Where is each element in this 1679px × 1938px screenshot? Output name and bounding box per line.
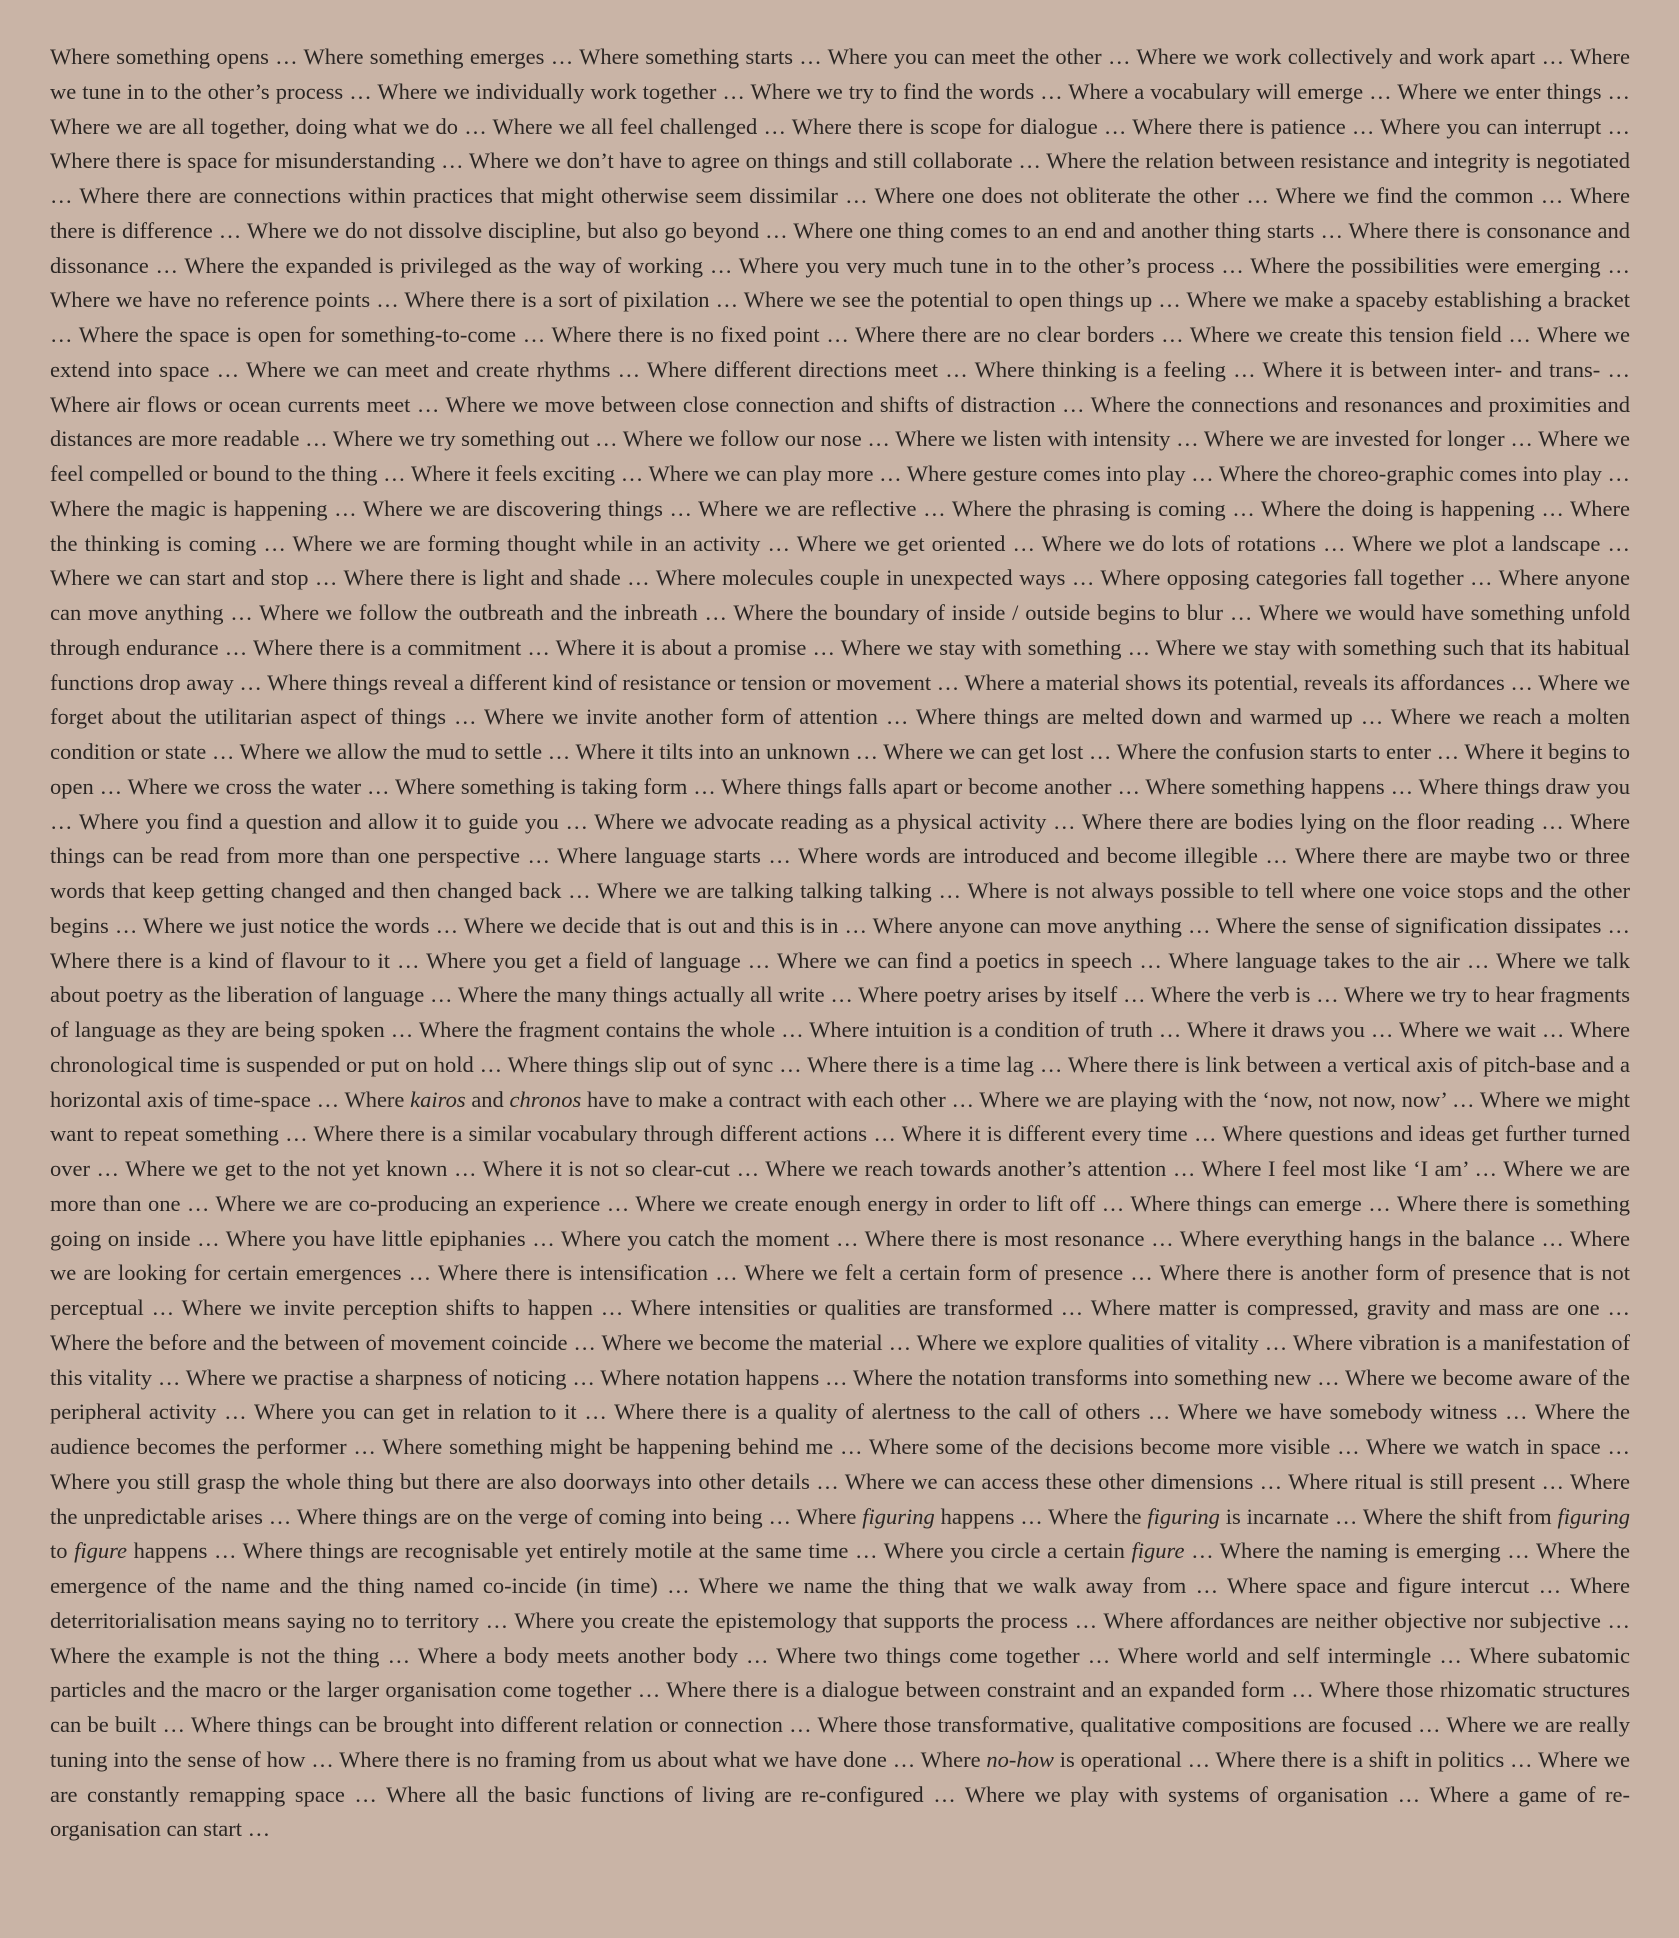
- italic-term: figure: [1131, 1538, 1185, 1564]
- text-run: is operational … Where there is a shift in politics … Where we are constantly remapping space … Where all the basic functions of living are re-configured … Where we play with systems of organisation … Where a game of re-organisation can start …: [50, 1746, 1630, 1842]
- text-run: is incarnate … Where the shift from: [1219, 1503, 1558, 1529]
- text-run: and: [465, 1086, 510, 1112]
- italic-term: figuring: [862, 1503, 935, 1529]
- italic-term: figuring: [1147, 1503, 1220, 1529]
- italic-term: kairos: [410, 1086, 466, 1112]
- text-page: [50, 40, 1630, 1910]
- text-run: have to make a contract with each other … Where we are playing with the ‘now, not now, now’ … Where we might want to repeat something … Where there is a similar vocabulary through different actions … Where it is different every time … Where questions and ideas get further turned over … Where we get to the not yet known … Where it is not so clear-cut … Where we reach towards another’s attention … Where I feel most like ‘I am’ … Where we are more than one … Where we are co-producing an experience … Where we create enough energy in order to lift off … Where things can emerge … Where there is something going on inside … Where you have little epiphanies … Where you catch the moment … Where there is most resonance … Where everything hangs in the balance … Where we are looking for certain emergences … Where there is intensification … Where we felt a certain form of presence … Where there is another form of presence that is not perceptual … Where we invite perception shifts to happen … Where intensities or qualities are transformed … Where matter is compressed, gravity and mass are one … Where the before and the between of movement coincide … Where we become the material … Where we explore qualities of vitality … Where vibration is a manifestation of this vitality … Where we practise a sharpness of noticing … Where notation happens … Where the notation transforms into something new … Where we become aware of the peripheral activity … Where you can get in relation to it … Where there is a quality of alertness to the call of others … Where we have somebody witness … Where the audience becomes the performer … Where something might be happening behind me … Where some of the decisions become more visible … Where we watch in space … Where you still grasp the whole thing but there are also doorways into other details … Where we can access these other dimensions … Where ritual is still present … Where the unpredictable arises … Where things are on the verge of coming into being … Where: [50, 1086, 1630, 1529]
- italic-term: figure: [74, 1538, 128, 1564]
- body-paragraph: [50, 40, 1630, 1847]
- text-run: happens … Where the: [934, 1503, 1148, 1529]
- text-run: to: [50, 1538, 75, 1564]
- text-run: happens … Where things are recognisable yet entirely motile at the same time … Where you circle a certain: [127, 1538, 1132, 1564]
- italic-term: figuring: [1557, 1503, 1630, 1529]
- text-run: … Where the naming is emerging … Where the emergence of the name and the thing named co-incide (in time) … Where we name the thing that we walk away from … Where space and figure intercut … Where deterritorialisation means saying no to territory … Where you create the epistemology that supports the process … Where affordances are neither objective nor subjective … Where the example is not the thing … Where a body meets another body … Where two things come together … Where world and self intermingle … Where subatomic particles and the macro or the larger organisation come together … Where there is a dialogue between constraint and an expanded form … Where those rhizomatic structures can be built … Where things can be brought into different relation or connection … Where those transformative, qualitative compositions are focused … Where we are really tuning into the sense of how … Where there is no framing from us about what we have done … Where: [50, 1538, 1630, 1772]
- italic-term: no-how: [986, 1746, 1054, 1772]
- text-run: Where something opens … Where something emerges … Where something starts … Where you can meet the other … Where we work collectively and work apart … Where we tune in to the other’s process … Where we individually work together … Where we try to find the words … Where a vocabulary will emerge … Where we enter things … Where we are all together, doing what we do … Where we all feel challenged … Where there is scope for dialogue … Where there is patience … Where you can interrupt … Where there is space for misunderstanding … Where we don’t have to agree on things and still collaborate … Where the relation between resistance and integrity is negotiated … Where there are connections within practices that might otherwise seem dissimilar … Where one does not obliterate the other … Where we find the common … Where there is difference … Where we do not dissolve discipline, but also go beyond … Where one thing comes to an end and another thing starts … Where there is consonance and dissonance … Where the expanded is privileged as the way of working … Where you very much tune in to the other’s process … Where the possibilities were emerging … Where we have no reference points … Where there is a sort of pixilation … Where we see the potential to open things up … Where we make a spaceby establishing a bracket … Where the space is open for something-to-come … Where there is no fixed point … Where there are no clear borders … Where we create this tension field … Where we extend into space … Where we can meet and create rhythms … Where different directions meet … Where thinking is a feeling … Where it is between inter- and trans- … Where air flows or ocean currents meet … Where we move between close connection and shifts of distraction … Where the connections and resonances and proximities and distances are more readable … Where we try something out … Where we follow our nose … Where we listen with intensity … Where we are invested for longer … Where we feel compelled or bound to the thing … Where it feels exciting … Where we can play more … Where gesture comes into play … Where the choreo-graphic comes into play … Where the magic is happening … Where we are discovering things … Where we are reflective … Where the phrasing is coming … Where the doing is happening … Where the thinking is coming … Where we are forming thought while in an activity … Where we get oriented … Where we do lots of rotations … Where we plot a landscape … Where we can start and stop … Where there is light and shade … Where molecules couple in unexpected ways … Where opposing categories fall together … Where anyone can move anything … Where we follow the outbreath and the inbreath … Where the boundary of inside / outside begins to blur … Where we would have something unfold through endurance … Where there is a commitment … Where it is about a promise … Where we stay with something … Where we stay with something such that its habitual functions drop away … Where things reveal a different kind of resistance or tension or movement … Where a material shows its potential, reveals its affordances … Where we forget about the utilitarian aspect of things … Where we invite another form of attention … Where things are melted down and warmed up … Where we reach a molten condition or state … Where we allow the mud to settle … Where it tilts into an unknown … Where we can get lost … Where the confusion starts to enter … Where it begins to open … Where we cross the water … Where something is taking form … Where things falls apart or become another … Where something happens … Where things draw you … Where you find a question and allow it to guide you … Where we advocate reading as a physical activity … Where there are bodies lying on the floor reading … Where things can be read from more than one perspective … Where language starts … Where words are introduced and become illegible … Where there are maybe two or three words that keep getting changed and then changed back … Where we are talking talking talking … Where is not always possible to tell where one voice stops and the other begins … Where we just notice the words … Where we decide that is out and this is in … Where anyone can move anything … Where the sense of signification dissipates … Where there is a kind of flavour to it … Where you get a field of language … Where we can find a poetics in speech … Where language takes to the air … Where we talk about poetry as the liberation of language … Where the many things actually all write … Where poetry arises by itself … Where the verb is … Where we try to hear fragments of language as they are being spoken … Where the fragment contains the whole … Where intuition is a condition of truth … Where it draws you … Where we wait … Where chronological time is suspended or put on hold … Where things slip out of sync … Where there is a time lag … Where there is link between a vertical axis of pitch-base and a horizontal axis of time-space … Where: [50, 44, 1630, 1112]
- italic-term: chronos: [509, 1086, 582, 1112]
